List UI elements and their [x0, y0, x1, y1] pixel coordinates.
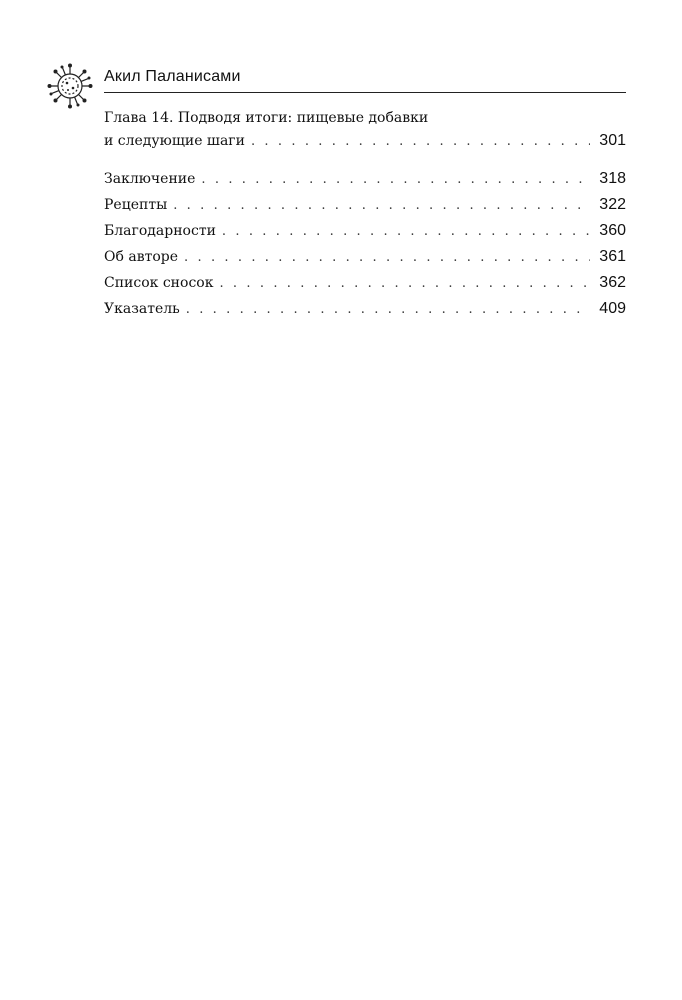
toc-page-number: 322 [599, 196, 626, 213]
toc-entry-title: Список сносок [104, 275, 214, 291]
dot-leader [219, 271, 590, 297]
virus-icon [46, 62, 94, 110]
toc-entry-title: Рецепты [104, 197, 168, 213]
toc-chapter-title-line1: Глава 14. Подводя итоги: пищевые добавки [104, 110, 429, 126]
toc-page-number: 301 [599, 132, 626, 149]
dot-leader [251, 131, 590, 153]
toc-page-number: 318 [599, 170, 626, 187]
toc-entry-title: Заключение [104, 171, 196, 187]
toc-entry[interactable] [104, 244, 626, 270]
author-name: Акил Паланисами [104, 68, 241, 85]
header-divider [104, 92, 626, 93]
toc-page-number: 360 [599, 222, 626, 239]
toc-entry-title: Об авторе [104, 249, 179, 265]
toc-entry-chapter-14[interactable] [104, 130, 626, 152]
table-of-contents [104, 106, 626, 322]
toc-page-number: 362 [599, 274, 626, 291]
dot-leader [201, 167, 590, 193]
page-header [46, 62, 626, 112]
dot-leader [186, 297, 590, 323]
toc-page-number: 409 [599, 300, 626, 317]
dot-leader [173, 193, 590, 219]
dot-leader [184, 245, 590, 271]
dot-leader [222, 219, 590, 245]
toc-entry-title: Благодарности [104, 223, 216, 239]
toc-entry-title: Указатель [104, 301, 180, 317]
toc-entry-title: и следующие шаги [104, 133, 245, 149]
toc-entry[interactable] [104, 218, 626, 244]
toc-entry[interactable] [104, 296, 626, 322]
toc-entry[interactable] [104, 166, 626, 192]
toc-page-number: 361 [599, 248, 626, 265]
toc-entry[interactable] [104, 192, 626, 218]
toc-entry[interactable] [104, 270, 626, 296]
